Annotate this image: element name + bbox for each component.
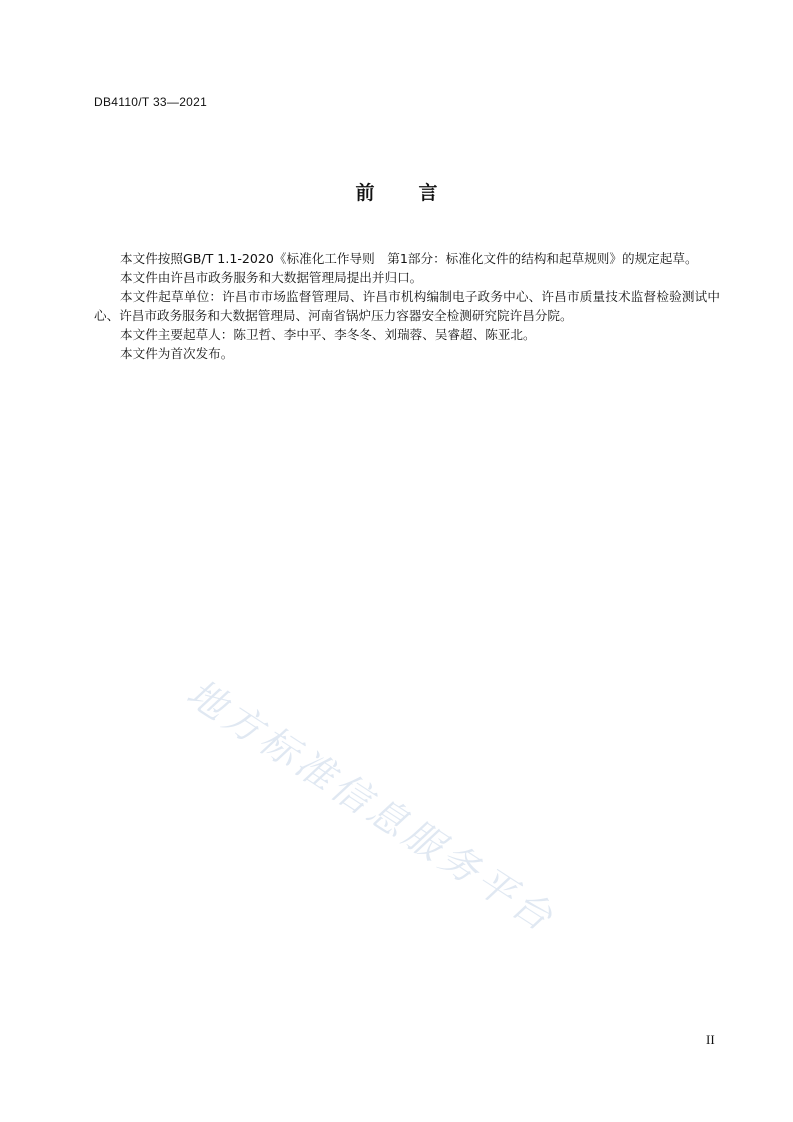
paragraph-drafting-rules: 本文件按照GB/T 1.1-2020《标准化工作导则 第1部分：标准化文件的结构和起草规则》的规定起草。: [120, 251, 698, 266]
paragraph-drafters: 本文件主要起草人：陈卫哲、李中平、李冬冬、刘瑞蓉、吴睿超、陈亚北。: [120, 327, 536, 342]
paragraph-drafting-units: 本文件起草单位：许昌市市场监督管理局、许昌市机构编制电子政务中心、许昌市质量技术监督检验测试中心、许昌市政务服务和大数据管理局、河南省锅炉压力容器安全检测研究院许昌分院。: [94, 289, 720, 323]
paragraph-proposer: 本文件由许昌市政务服务和大数据管理局提出并归口。: [120, 270, 423, 285]
document-code: DB4110/T 33—2021: [94, 95, 208, 109]
page-number: II: [706, 1032, 715, 1047]
watermark: 地方标准信息服务平台: [179, 670, 564, 942]
page-title: 前言: [355, 182, 482, 204]
paragraph-first-release: 本文件为首次发布。: [120, 346, 234, 361]
foreword-body: [94, 249, 720, 363]
